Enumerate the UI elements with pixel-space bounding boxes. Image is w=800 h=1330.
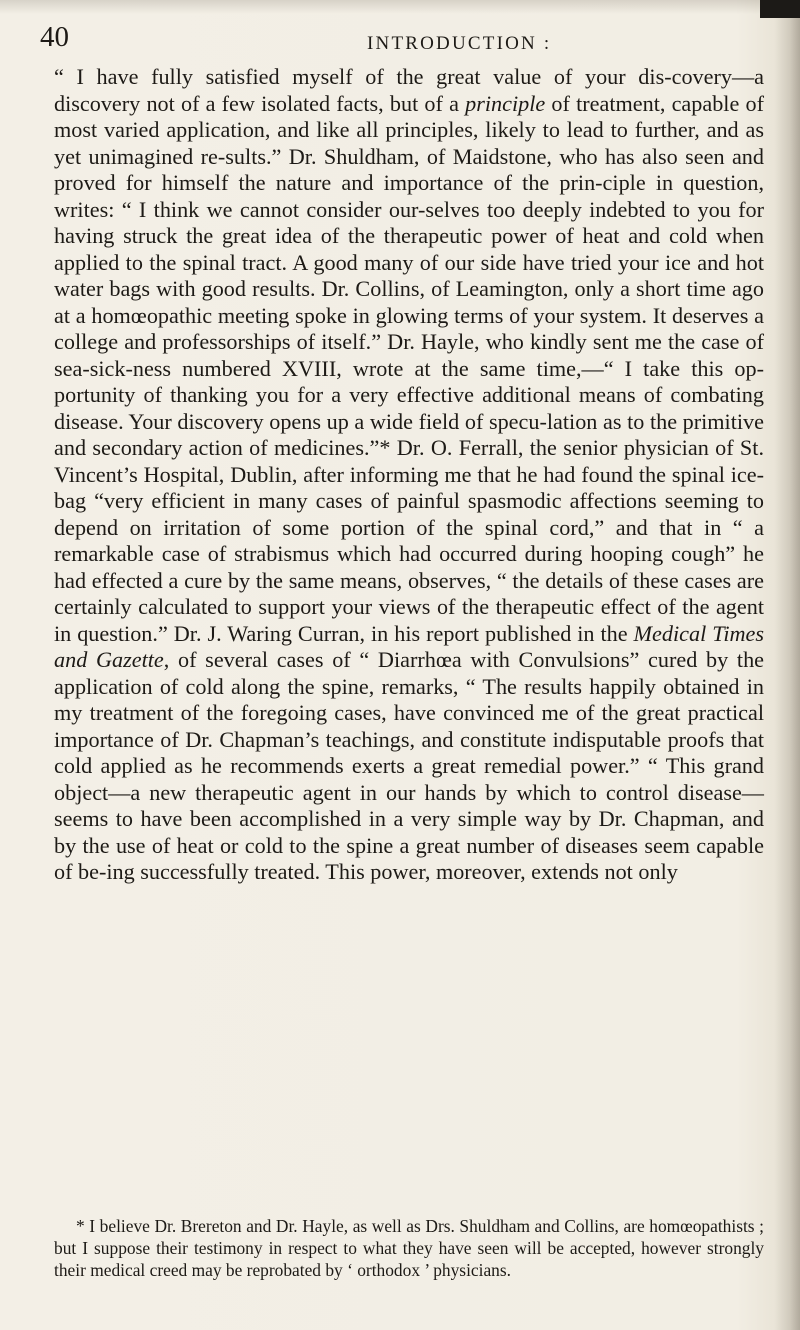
body-text-segment: , of several cases of “ Diarrhœa with Convulsions” cured by the application of cold along the spine, remarks, “ The results happily obtained in my treatment of the foregoing cases, have convinced me of the great practical importance of Dr. Chapman’s teachings, and constitute indisputable proofs that cold applied as he recommends exerts a great remedial power.” “ This grand object—a new therapeutic agent in our hands by which to control disease—seems to have been accomplished in a very simple way by Dr. Chapman, and by the use of heat or cold to the spine a great number of diseases seem capable of be-ing successfully treated. This power, moreover, extends not only — [54, 647, 765, 884]
main-body-text — [54, 64, 764, 886]
running-head: INTRODUCTION : — [367, 33, 552, 54]
footnote — [54, 1215, 764, 1281]
journal-title: Medical Times and Gazette — [54, 620, 764, 672]
page-edge-shadow — [774, 0, 800, 1330]
body-paragraph — [54, 64, 764, 886]
page-number: 40 — [40, 21, 69, 53]
emphasis-principle: principle — [465, 90, 546, 116]
footnote-text: * I believe Dr. Brereton and Dr. Hayle, as well as Drs. Shuldham and Collins, are homœopathists ; but I suppose their testimony in respect to what they have seen will be accepted, however strongly their medical creed may be reprobated by ‘ orthodox ’ physicians. — [54, 1216, 764, 1280]
page-top-shadow — [0, 0, 800, 14]
body-text-segment: “ I have fully satisfied myself of the great value of your dis-covery—a discovery not of a few isolated facts, but of a — [54, 64, 764, 116]
scan-corner-mark — [760, 0, 800, 18]
page-header — [40, 20, 775, 60]
body-text-segment: of treatment, capable of most varied application, and like all principles, likely to lead to further, and as yet unimagined re-sults.” Dr. Shuldham, of Maidstone, who has also seen and proved for himself the nature and importance of the prin-ciple in question, writes: “ I think we cannot consider our-selves too deeply indebted to you for having struck the great idea of the therapeutic power of heat and cold when applied to the spinal tract. A good many of our side have tried your ice and hot water bags with good results. Dr. Collins, of Leamington, only a short time ago at a homœopathic meeting spoke in glowing terms of your system. It deserves a college and professorships of itself.” Dr. Hayle, who kindly sent me the case of sea-sick-ness numbered XVIII, wrote at the same time,—“ I take this op-portunity of thanking you for a very effective additional means of combating disease. Your discovery opens up a wide field of specu-lation as to the primitive and secondary action of medicines.”* Dr. O. Ferrall, the senior physician of St. Vincent’s Hospital, Dublin, after informing me that he had found the spinal ice-bag “very efficient in many cases of painful spasmodic affections seeming to depend on irritation of some portion of the spinal cord,” and that in “ a remarkable case of strabismus which had occurred during hooping cough” he had effected a cure by the same means, observes, “ the details of these cases are certainly calculated to support your views of the therapeutic effect of the agent in question.” Dr. J. Waring Curran, in his report published in the — [54, 90, 764, 646]
